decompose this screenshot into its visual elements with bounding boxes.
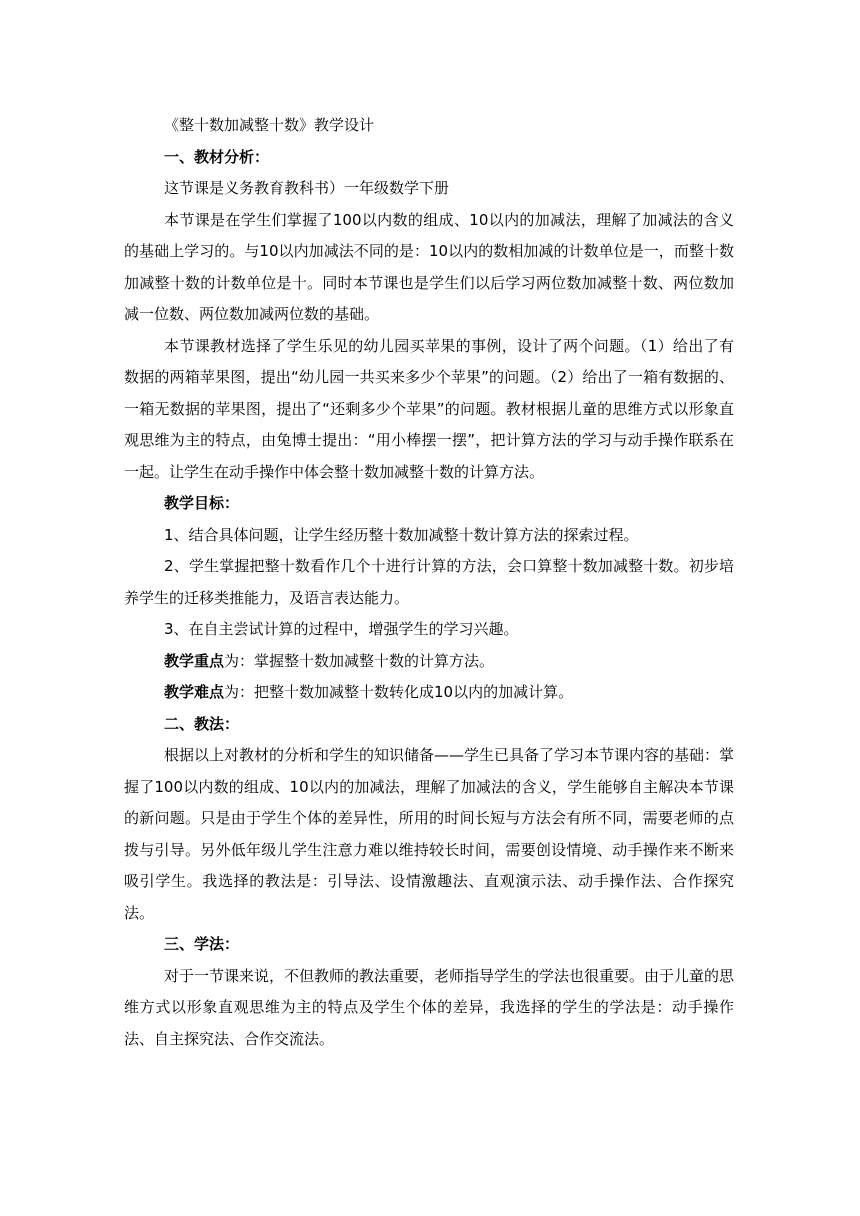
key-point-paragraph: [124, 646, 734, 678]
difficulty-text: 为：把整十数加减整十数转化成10以内的加减计算。: [224, 683, 574, 701]
document-body: [124, 110, 734, 1055]
key-point-text: 为：掌握整十数加减整十数的计算方法。: [224, 651, 495, 670]
document-title: 《整十数加减整十数》教学设计: [164, 116, 375, 134]
teaching-goal-2: 2、学生掌握把整十数看作几个十进行计算的方法，会口算整十数加减整十数。初步培养学生的迁移类推能力，及语言表达能力。: [124, 557, 734, 607]
difficulty-label: 教学难点: [164, 683, 225, 701]
teaching-goal-1: 1、结合具体问题，让学生经历整十数加减整十数计算方法的探索过程。: [164, 525, 639, 544]
intro-paragraph: 本节课是在学生们掌握了100以内数的组成、10以内的加减法，理解了加减法的含义的基础上学习的。与10以内加减法不同的是：10以内的数相加减的计数单位是一，而整十数加减整十数的计数单位是十。同时本节课也是学生们以后学习两位数加减整十数、两位数加减一位数、两位数加减两位数的基础。: [124, 210, 734, 323]
difficulty-paragraph: [124, 677, 734, 709]
section-heading-learning-methods: 三、学法：: [164, 935, 240, 953]
section-heading-teaching-methods: 二、教法：: [164, 714, 240, 733]
learning-methods-paragraph: 对于一节课来说，不但教师的教法重要，老师指导学生的学法也很重要。由于儿童的思维方式以形象直观思维为主的特点及学生个体的差异，我选择的学生的学法是：动手操作法、自主探究法、合作交流法。: [124, 966, 735, 1048]
section-heading-textbook-analysis: 一、教材分析：: [164, 147, 270, 166]
teaching-methods-paragraph: 根据以上对教材的分析和学生的知识储备——学生已具备了学习本节课内容的基础：掌握了100以内数的组成、10以内的加减法，理解了加减法的含义，学生能够自主解决本节课的新问题。只是由于学生个体的差异性，所用的时间长短与方法会有所不同，需要老师的点拨与引导。另外低年级儿学生注意力难以维持较长时间，需要创设情境、动手操作来不断来吸引学生。我选择的教法是：引导法、设情激趣法、直观演示法、动手操作法、合作探究法。: [124, 746, 735, 922]
textbook-paragraph: 本节课教材选择了学生乐见的幼儿园买苹果的事例，设计了两个问题。（1）给出了有数据的两箱苹果图，提出“幼儿园一共买来多少个苹果”的问题。（2）给出了一箱有数据的、一箱无数据的苹果图，提出了“还剩多少个苹果”的问题。教材根据儿童的思维方式以形象直观思维为主的特点，由兔博士提出：“用小棒摆一摆”，把计算方法的学习与动手操作联系在一起。让学生在动手操作中体会整十数加减整十数的计算方法。: [124, 336, 734, 481]
teaching-goals-heading: 教学目标：: [164, 494, 240, 512]
key-point-label: 教学重点: [164, 651, 225, 670]
book-info-paragraph: 这节课是义务教育教科书）一年级数学下册: [164, 179, 450, 197]
teaching-goal-3: 3、在自主尝试计算的过程中，增强学生的学习兴趣。: [164, 620, 519, 638]
